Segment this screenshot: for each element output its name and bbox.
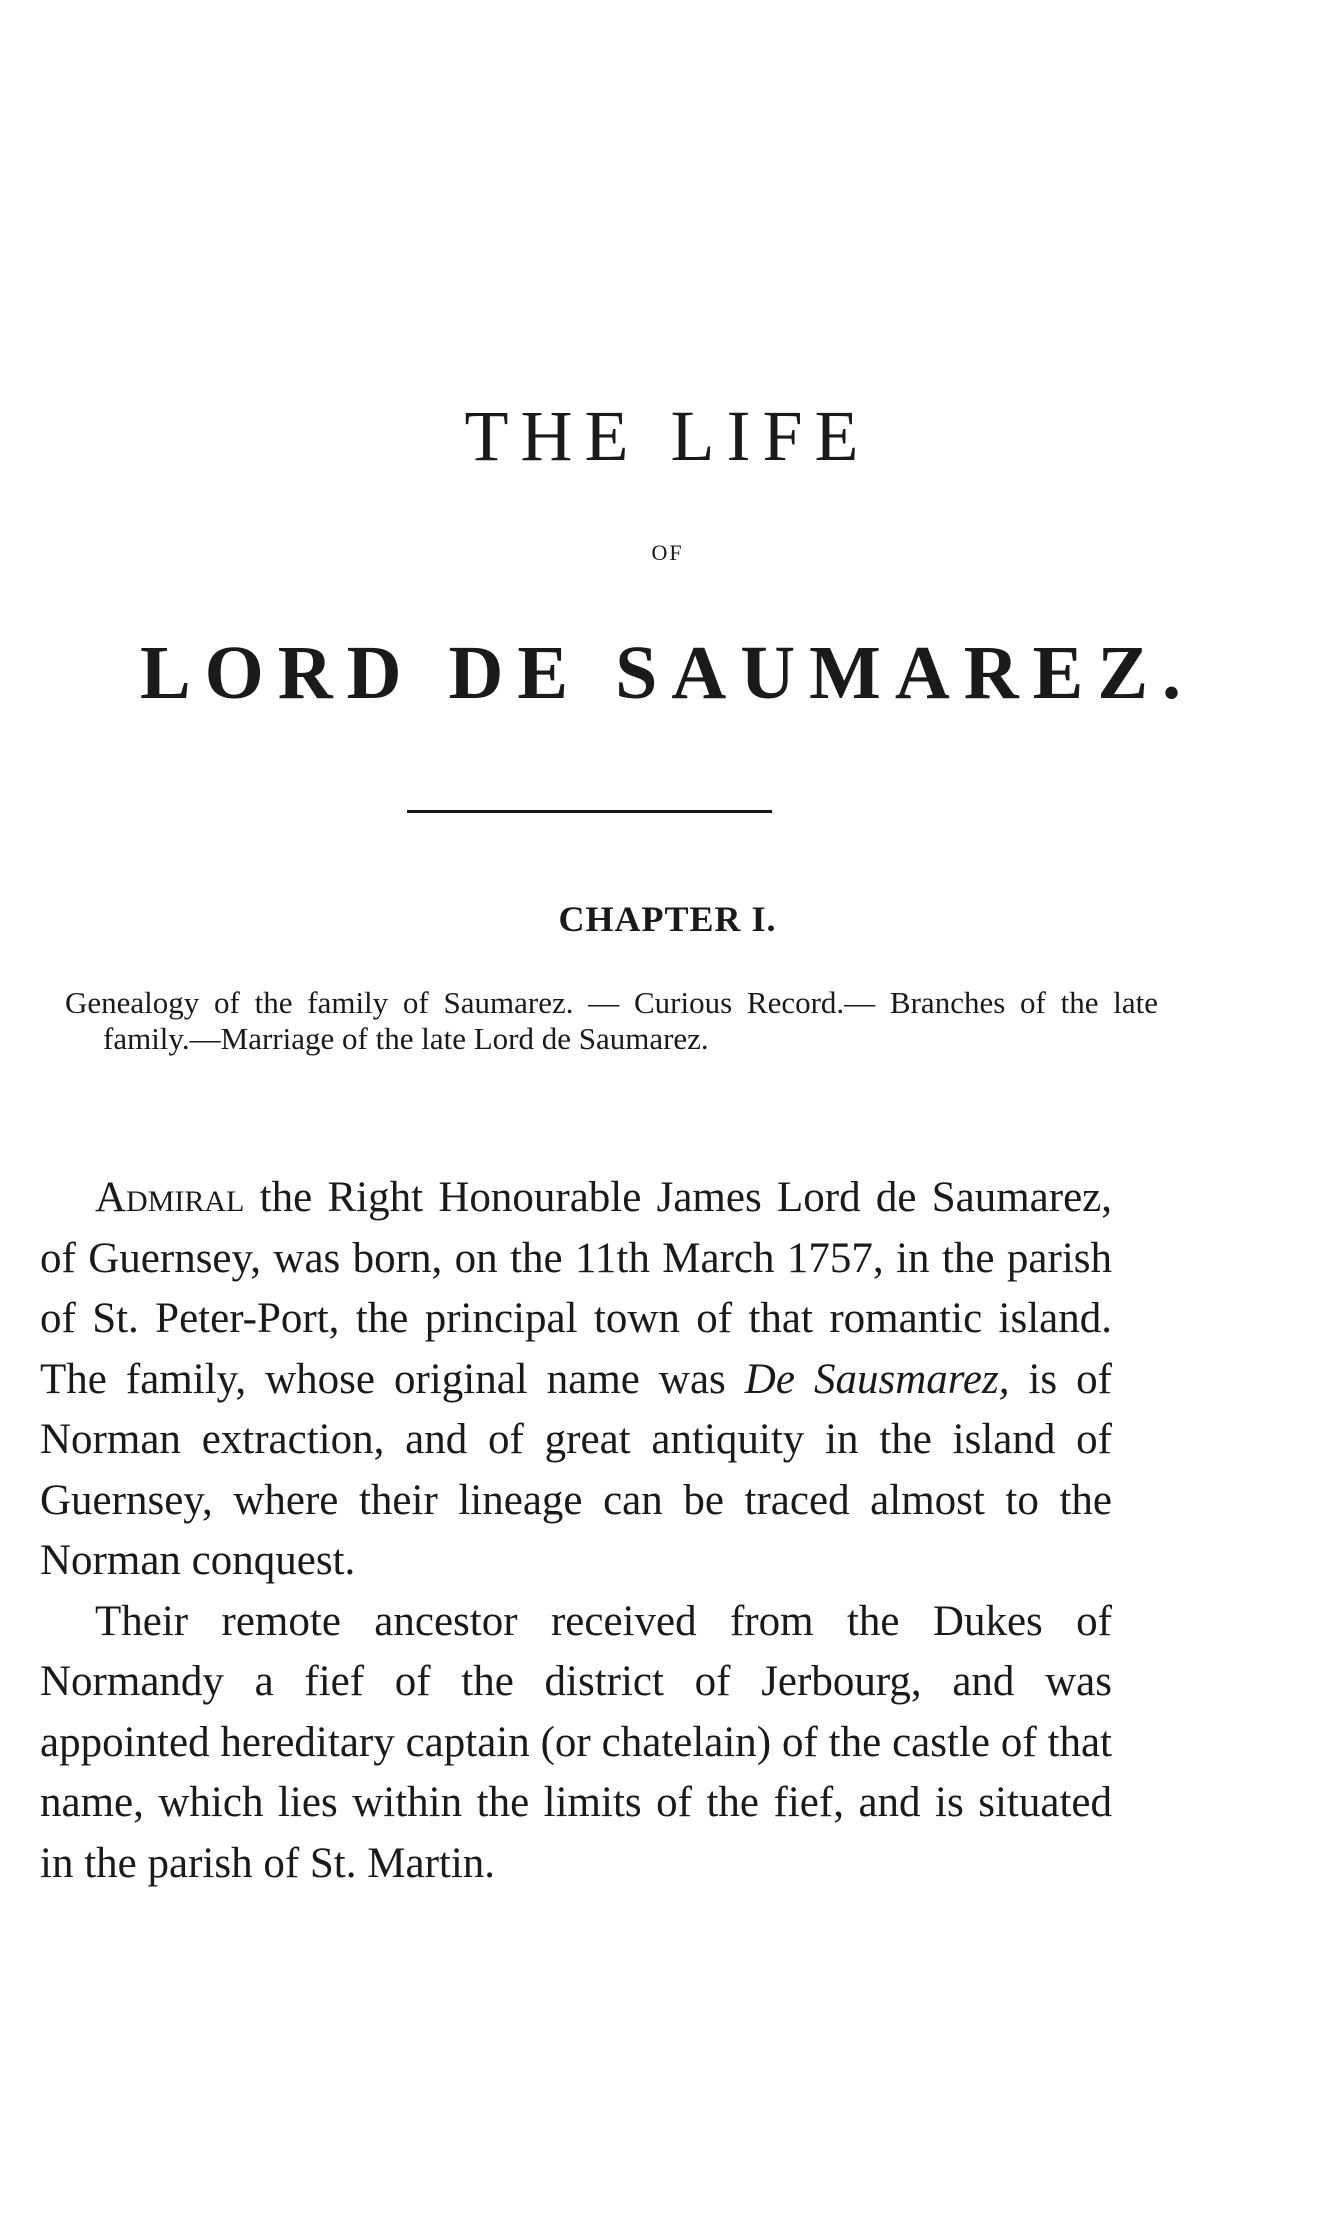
title-line-2: LORD DE SAUMAREZ. [139,631,1196,715]
paragraph-2: Their remote ancestor received from the Dukes of Normandy a fief of the district of Jerbourg, and was appointed hereditary captain (or chatelain) of the castle of that name, which lies within the limits of the fief, and is situated in the parish of St. Martin. [40,1597,1112,1887]
title-of: OF [651,540,684,565]
title-line-1: THE LIFE [464,396,871,476]
paragraph-1-italic-name: De Sausmarez, [744,1355,1010,1403]
chapter-heading: CHAPTER I. [558,899,777,939]
paragraph-1-text-a: the Right Honourable James Lord de Saumarez, of Guernsey, was born, on the 11th March 1757, in the parish of St. Peter-Port, the principal town of that romantic island. The family, whose original name was [40,1174,1112,1403]
paragraph-1-lead: Admiral [95,1174,245,1221]
paragraph-1-text-b: is of Norman extraction, and of great antiquity in the island of Guernsey, where their lineage can be traced almost to the Norman conquest. [40,1355,1112,1584]
chapter-summary: Genealogy of the family of Saumarez. — Curious Record.— Branches of the late family.—Marriage of the late Lord de Saumarez. [65,985,1158,1056]
body-text [40,1168,1112,1894]
paragraph-1 [40,1168,1112,1592]
title-divider-rule [407,810,772,813]
